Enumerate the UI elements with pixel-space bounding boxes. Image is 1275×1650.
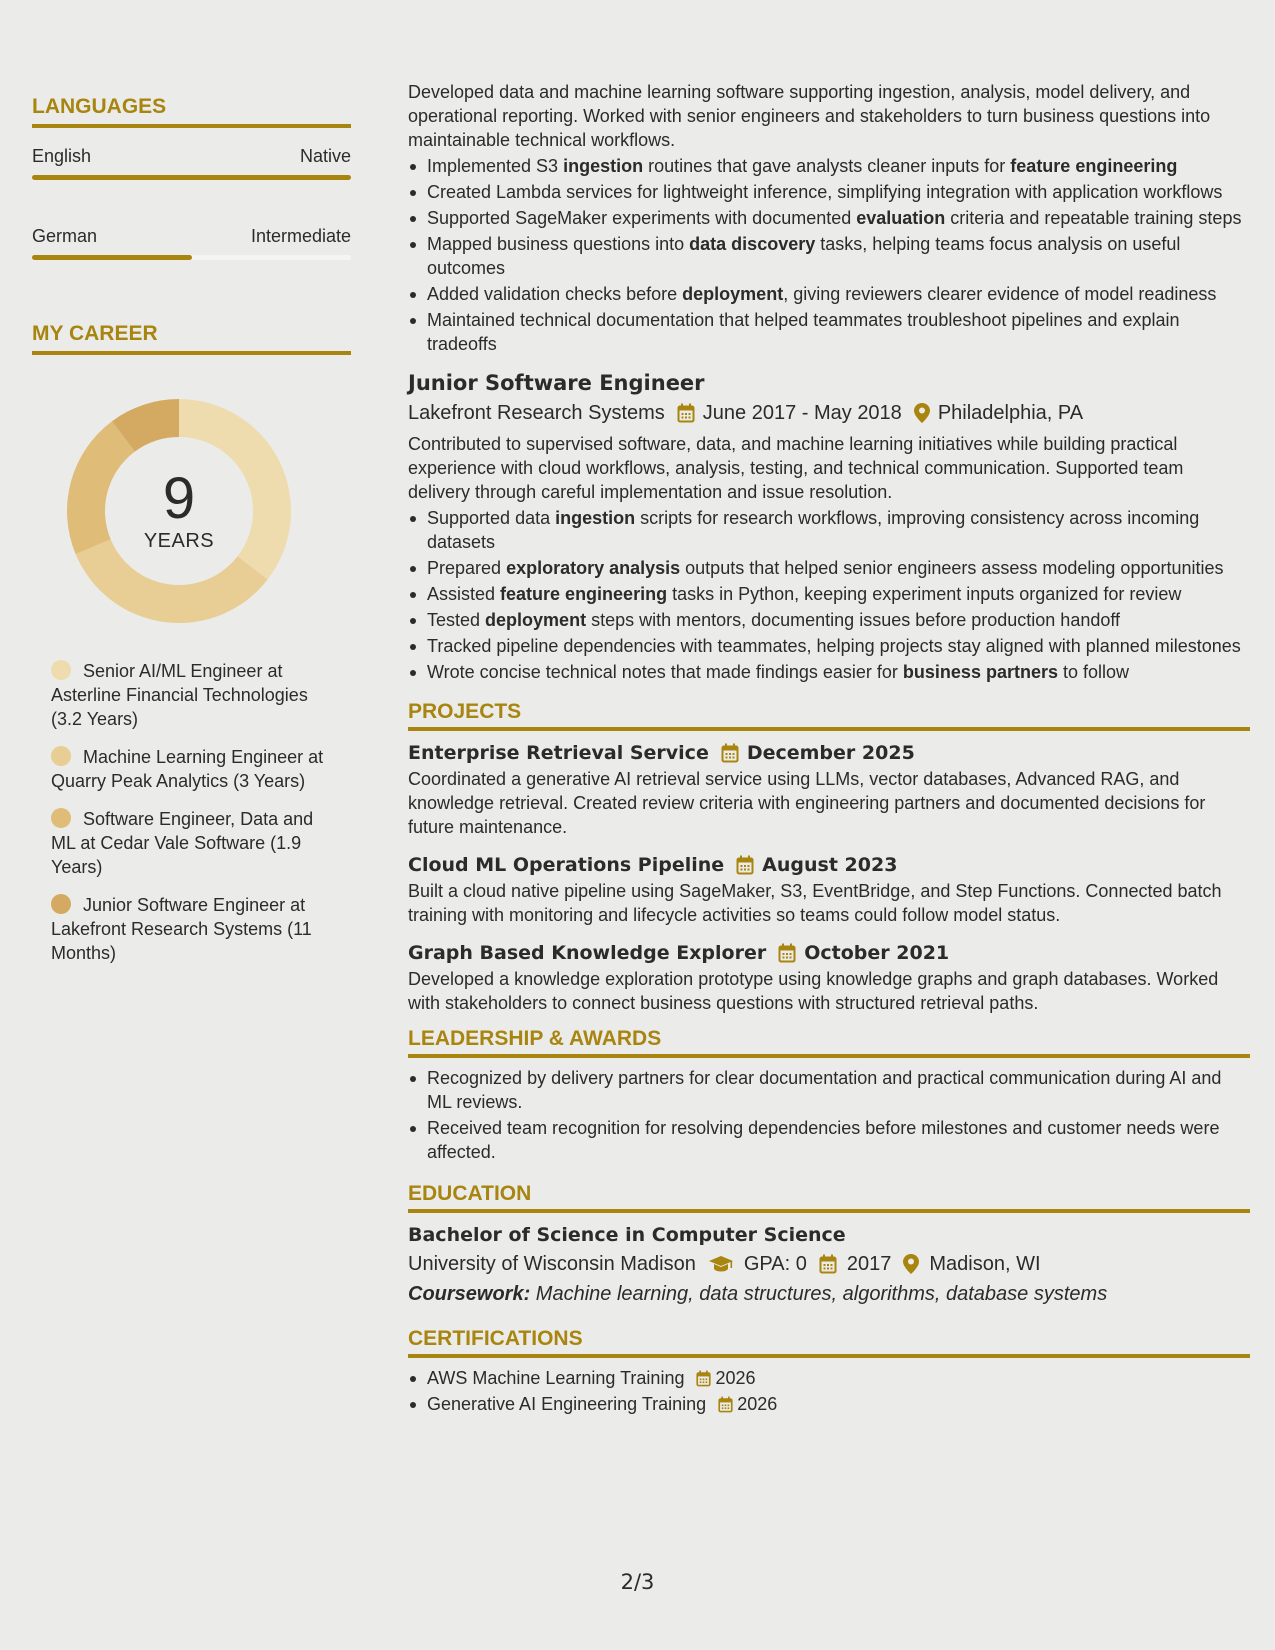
language-name: English [32, 146, 92, 166]
leadership-list [408, 1066, 1250, 1164]
bullet-keyword: business partners [902, 662, 1058, 682]
legend-label: Junior Software Engineer at Lakefront Research Systems (11 Months) [51, 895, 312, 963]
education-heading: EDUCATION [408, 1182, 1250, 1213]
project-title-row [408, 939, 1250, 967]
project-item [408, 851, 1250, 927]
bullet-keyword: evaluation [856, 208, 946, 228]
bullet-text: Tracked pipeline dependencies with teammates, helping projects stay aligned with planned milestones [427, 636, 1241, 656]
bullet-keyword: exploratory analysis [506, 558, 681, 578]
project-item [408, 739, 1250, 839]
map-pin-icon [903, 1254, 919, 1274]
project-description: Built a cloud native pipeline using SageMaker, S3, EventBridge, and Step Functions. Connected batch training with monitoring and lifecycle activities so teams could follow model status. [408, 881, 1222, 925]
project-title-row [408, 851, 1250, 879]
career-legend-item [51, 659, 331, 731]
coursework-label: Coursework: [408, 1283, 531, 1305]
job-summary: Contributed to supervised software, data, and machine learning initiatives while building practical experience with cloud workflows, analysis, testing, and technical communication. Supported team delivery through careful implementation and issue resolution. [408, 434, 1184, 502]
language-level-bar [32, 175, 351, 180]
main-content [408, 80, 1250, 1418]
prev-job-summary: Developed data and machine learning software supporting ingestion, analysis, model delivery, and operational reporting. Worked with senior engineers and stakeholders to turn business questions into maintainable technical workflows. [408, 82, 1211, 150]
bullet-keyword: feature engineering [500, 584, 668, 604]
certification-row [427, 1366, 1250, 1390]
bullet-text: Added validation checks before [427, 284, 683, 304]
bullet-text: Supported SageMaker experiments with documented [427, 208, 857, 228]
bullet-text: routines that gave analysts cleaner inputs for [643, 156, 1011, 176]
sidebar [32, 95, 351, 979]
project-title-row [408, 739, 1250, 767]
career-total-unit: YEARS [143, 529, 215, 552]
calendar-icon [819, 1254, 837, 1274]
legend-label: Senior AI/ML Engineer at Asterline Financial Technologies (3.2 Years) [51, 661, 308, 729]
bullet-text: Supported data [427, 508, 556, 528]
certification-item [408, 1392, 1250, 1416]
bullet-keyword: ingestion [555, 508, 636, 528]
school-name: University of Wisconsin Madison [408, 1253, 696, 1275]
projects-heading: PROJECTS [408, 700, 1250, 731]
legend-dot [51, 894, 71, 914]
career-legend [51, 659, 331, 965]
project-date: October 2021 [804, 942, 950, 964]
bullet-item [408, 582, 1250, 606]
bullet-text: Maintained technical documentation that helped teammates troubleshoot pipelines and explain tradeoffs [427, 310, 1180, 354]
project-title: Cloud ML Operations Pipeline [408, 854, 725, 876]
bullet-item [408, 608, 1250, 632]
calendar-icon [696, 1370, 711, 1387]
project-description: Coordinated a generative AI retrieval service using LLMs, vector databases, Advanced RAG, and knowledge retrieval. Created review criteria with engineering partners and documented decisions for future maintenance. [408, 769, 1206, 837]
bullet-item [408, 154, 1250, 178]
language-level-bar [32, 255, 351, 260]
certifications-list [408, 1366, 1250, 1416]
certification-name: Generative AI Engineering Training [427, 1394, 707, 1414]
bullet-item [408, 556, 1250, 580]
legend-dot [51, 808, 71, 828]
language-name: German [32, 226, 98, 246]
bullet-text: tasks, helping teams focus analysis on useful outcomes [427, 234, 1181, 278]
career-legend-item [51, 807, 331, 879]
bullet-item [408, 180, 1250, 204]
language-row [32, 226, 351, 247]
project-title: Graph Based Knowledge Explorer [408, 942, 767, 964]
career-legend-item [51, 893, 331, 965]
language-level: Native [299, 146, 351, 166]
bullet-keyword: feature engineering [1010, 156, 1178, 176]
bullet-text: scripts for research workflows, improving consistency across incoming datasets [427, 508, 1200, 552]
education-meta [408, 1249, 1250, 1279]
bullet-text: , giving reviewers clearer evidence of model readiness [783, 284, 1217, 304]
calendar-icon [677, 403, 695, 423]
bullet-item [408, 660, 1250, 684]
leadership-item: Recognized by delivery partners for clear documentation and practical communication during AI and ML reviews. [408, 1066, 1250, 1114]
bullet-text: Created Lambda services for lightweight inference, simplifying integration with application workflows [427, 182, 1223, 202]
graduation-cap-icon [708, 1255, 734, 1273]
certification-row [427, 1392, 1250, 1416]
job-bullets [408, 506, 1250, 684]
bullet-text: Tested [427, 610, 486, 630]
bullet-text: Implemented S3 [427, 156, 564, 176]
certifications-heading: CERTIFICATIONS [408, 1327, 1250, 1358]
certification-item [408, 1366, 1250, 1390]
project-date: August 2023 [762, 854, 898, 876]
gpa: GPA: 0 [743, 1253, 807, 1275]
job-dates: June 2017 - May 2018 [702, 402, 902, 424]
bullet-text: tasks in Python, keeping experiment inputs organized for review [667, 584, 1182, 604]
bullet-text: Mapped business questions into [427, 234, 690, 254]
calendar-icon [736, 855, 754, 875]
prev-job-bullets [408, 154, 1250, 356]
career-donut-chart [67, 399, 291, 623]
bullet-item [408, 282, 1250, 306]
language-level: Intermediate [250, 226, 351, 246]
calendar-icon [718, 1396, 733, 1413]
legend-label: Software Engineer, Data and ML at Cedar Vale Software (1.9 Years) [51, 809, 314, 877]
language-row [32, 146, 351, 167]
bullet-text: Wrote concise technical notes that made findings easier for [427, 662, 903, 682]
bullet-keyword: deployment [485, 610, 587, 630]
legend-dot [51, 660, 71, 680]
graduation-year: 2017 [846, 1253, 892, 1275]
bullet-text: Assisted [427, 584, 501, 604]
coursework [408, 1279, 1250, 1309]
bullet-text: Prepared [427, 558, 507, 578]
project-title: Enterprise Retrieval Service [408, 742, 709, 764]
bullet-item [408, 206, 1250, 230]
bullet-text: criteria and repeatable training steps [945, 208, 1242, 228]
donut-center [67, 399, 291, 623]
job-title: Junior Software Engineer [408, 371, 705, 395]
calendar-icon [721, 743, 739, 763]
bullet-text: outputs that helped senior engineers assess modeling opportunities [680, 558, 1224, 578]
language-level-fill [32, 255, 192, 260]
certification-year: 2026 [715, 1368, 756, 1388]
career-total-years: 9 [162, 465, 196, 531]
page-number: 2/3 [620, 1570, 655, 1594]
career-legend-item [51, 745, 331, 793]
bullet-keyword: ingestion [563, 156, 644, 176]
project-date: December 2025 [746, 742, 915, 764]
job-meta [408, 398, 1250, 428]
bullet-keyword: data discovery [689, 234, 816, 254]
bullet-item [408, 308, 1250, 356]
job-location: Philadelphia, PA [937, 402, 1084, 424]
degree-title: Bachelor of Science in Computer Science [408, 1224, 846, 1246]
bullet-item [408, 232, 1250, 280]
projects-list [408, 739, 1250, 1015]
project-item [408, 939, 1250, 1015]
lang-spacer [32, 180, 351, 208]
languages-list [32, 146, 351, 260]
coursework-text: Machine learning, data structures, algorithms, database systems [530, 1283, 1108, 1305]
languages-heading: LANGUAGES [32, 95, 351, 128]
legend-label: Machine Learning Engineer at Quarry Peak Analytics (3 Years) [51, 747, 324, 791]
career-heading: MY CAREER [32, 322, 351, 355]
bullet-text: steps with mentors, documenting issues before production handoff [586, 610, 1121, 630]
bullet-item [408, 634, 1250, 658]
legend-dot [51, 746, 71, 766]
school-location: Madison, WI [929, 1253, 1041, 1275]
calendar-icon [778, 943, 796, 963]
map-pin-icon [914, 403, 930, 423]
leadership-heading: LEADERSHIP & AWARDS [408, 1027, 1250, 1058]
project-description: Developed a knowledge exploration prototype using knowledge graphs and graph databases. Worked with stakeholders to connect business questions with structured retrieval paths. [408, 969, 1219, 1013]
language-level-fill [32, 175, 351, 180]
certification-year: 2026 [737, 1394, 778, 1414]
certification-name: AWS Machine Learning Training [427, 1368, 685, 1388]
bullet-keyword: deployment [682, 284, 784, 304]
bullet-text: to follow [1057, 662, 1130, 682]
job-company: Lakefront Research Systems [408, 402, 665, 424]
leadership-item: Received team recognition for resolving dependencies before milestones and customer needs were affected. [408, 1116, 1250, 1164]
bullet-item [408, 506, 1250, 554]
